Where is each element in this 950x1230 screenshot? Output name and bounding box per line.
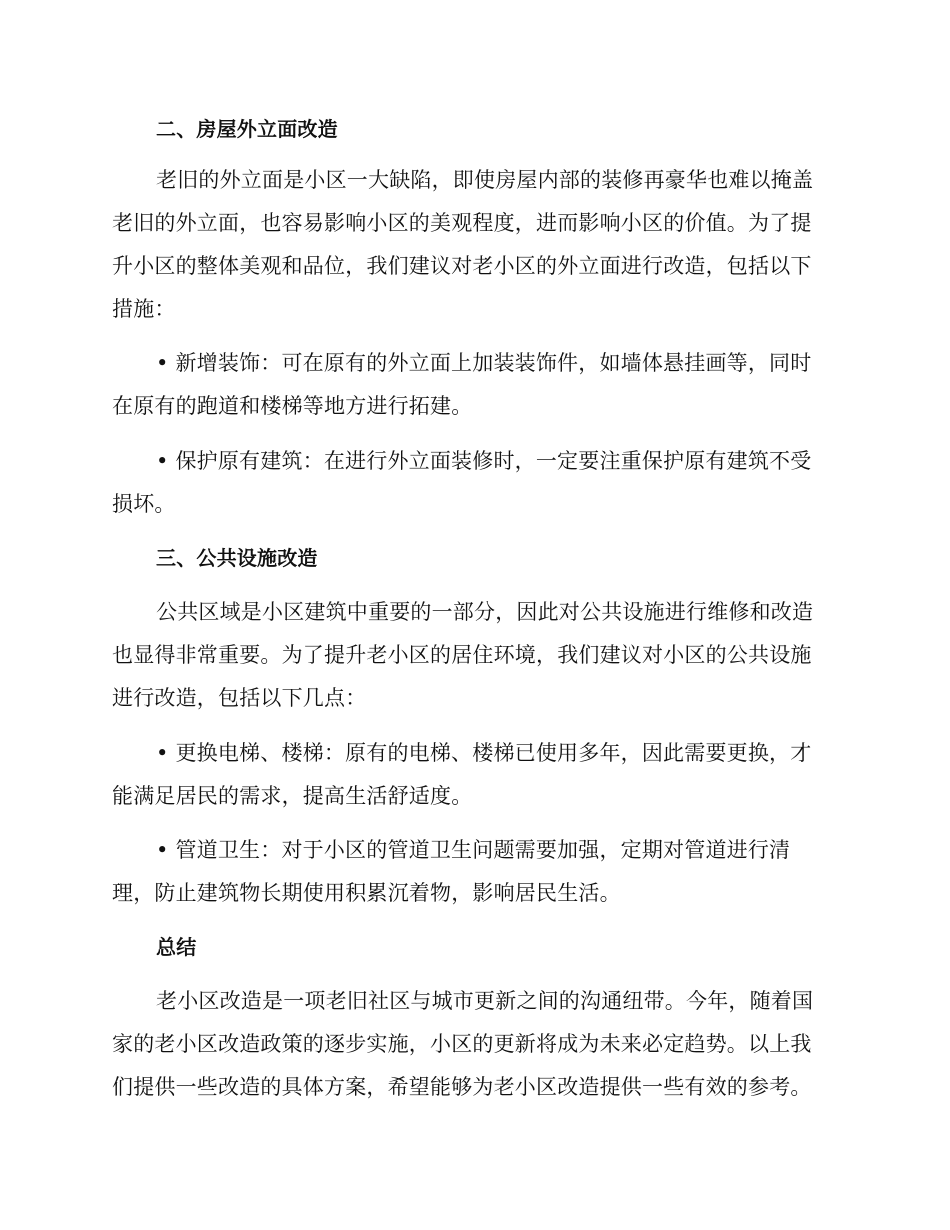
paragraph-line: 进行改造，包括以下几点： — [112, 686, 367, 710]
bullet-line: • 管道卫生：对于小区的管道卫生问题需要加强，定期对管道进行清 — [156, 838, 791, 862]
bullet-line: 在原有的跑道和楼梯等地方进行拓建。 — [112, 394, 473, 418]
bullet-line: • 更换电梯、楼梯：原有的电梯、楼梯已使用多年，因此需要更换，才 — [156, 741, 812, 765]
paragraph-line: 也显得非常重要。为了提升老小区的居住环境，我们建议对小区的公共设施 — [112, 643, 812, 667]
bullet-line: 理，防止建筑物长期使用积累沉着物，影响居民生活。 — [112, 881, 621, 905]
bullet-line: 损坏。 — [112, 492, 176, 516]
bullet-line: • 保护原有建筑：在进行外立面装修时，一定要注重保护原有建筑不受 — [156, 449, 812, 473]
section-heading: 三、公共设施改造 — [156, 546, 318, 570]
section-heading: 总结 — [156, 935, 197, 959]
bullet-line: • 新增装饰：可在原有的外立面上加装装饰件，如墙体悬挂画等，同时 — [156, 351, 812, 375]
bullet-line: 能满足居民的需求，提高生活舒适度。 — [112, 784, 473, 808]
paragraph-line: 老小区改造是一项老旧社区与城市更新之间的沟通纽带。今年，随着国 — [156, 989, 814, 1013]
paragraph-line: 措施： — [112, 297, 176, 321]
paragraph-line: 公共区域是小区建筑中重要的一部分，因此对公共设施进行维修和改造 — [156, 600, 814, 624]
paragraph-line: 们提供一些改造的具体方案，希望能够为老小区改造提供一些有效的参考。 — [112, 1075, 812, 1099]
paragraph-line: 老旧的外立面是小区一大缺陷，即使房屋内部的装修再豪华也难以掩盖 — [156, 168, 814, 192]
paragraph-line: 家的老小区改造政策的逐步实施，小区的更新将成为未来必定趋势。以上我 — [112, 1032, 812, 1056]
paragraph-line: 老旧的外立面，也容易影响小区的美观程度，进而影响小区的价值。为了提 — [112, 211, 812, 235]
paragraph-line: 升小区的整体美观和品位，我们建议对老小区的外立面进行改造，包括以下 — [112, 254, 812, 278]
section-heading: 二、房屋外立面改造 — [156, 117, 338, 141]
